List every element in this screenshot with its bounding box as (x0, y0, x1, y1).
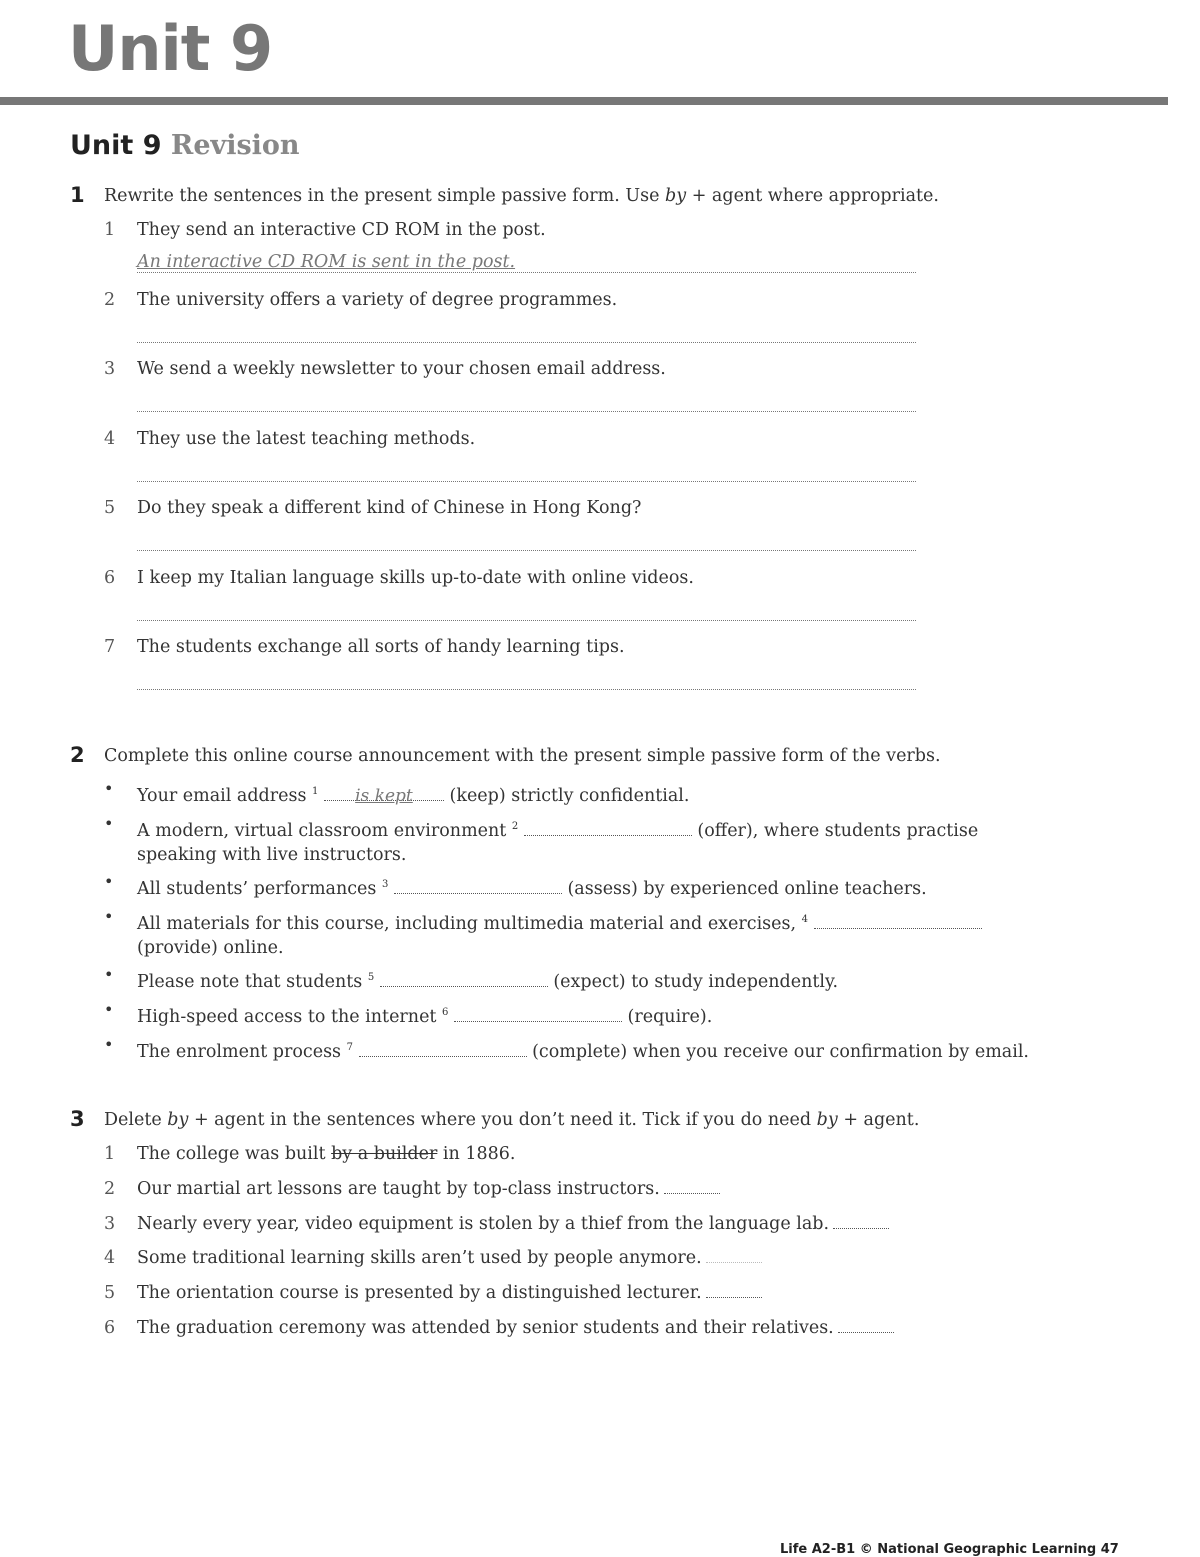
section-title (70, 130, 300, 161)
sentence-text: Our martial art lessons are taught by top-class instructors. (137, 1178, 660, 1199)
answer-line[interactable] (137, 252, 916, 273)
text-before-gap: Your email address (137, 785, 312, 806)
exercise-instruction: Complete this online course announcement with the present simple passive form of the verbs. (104, 746, 941, 766)
bullet-icon: • (104, 1035, 114, 1054)
sentence-text: The graduation ceremony was attended by senior students and their relatives. (137, 1318, 834, 1338)
item-sentence: They send an interactive CD ROM in the post. (137, 220, 546, 240)
answer-line[interactable] (137, 461, 916, 482)
tick-box[interactable] (706, 1283, 762, 1298)
text-before-gap: A modern, virtual classroom environment (137, 820, 512, 841)
sentence-text: Some traditional learning skills aren’t used by people anymore. (137, 1248, 702, 1269)
section-unit-label: Unit 9 (70, 130, 162, 161)
gap-blank[interactable] (380, 970, 548, 987)
bullet-icon: • (104, 872, 114, 891)
gap-number: 1 (312, 786, 319, 797)
item-sentence (137, 1283, 762, 1303)
page-footer: Life A2-B1 © National Geographic Learning 47 (780, 1542, 1119, 1557)
item-number: 2 (104, 1178, 116, 1199)
answer-text: An interactive CD ROM is sent in the post. (137, 252, 516, 272)
announcement-text (137, 1036, 1057, 1064)
text-before-gap: Please note that students (137, 971, 368, 992)
item-sentence: We send a weekly newsletter to your chosen email address. (137, 359, 666, 379)
sentence-text-end: in 1886. (437, 1144, 516, 1164)
text-after-gap: (require). (621, 1006, 713, 1027)
announcement-text (137, 873, 1057, 901)
answer-line[interactable] (137, 391, 916, 412)
item-number: 4 (104, 428, 116, 449)
item-number: 4 (104, 1248, 116, 1269)
deleted-agent: by a builder (331, 1144, 438, 1164)
gap-blank[interactable] (394, 877, 562, 894)
item-sentence (137, 1248, 762, 1268)
announcement-text (137, 966, 1057, 994)
gap-number: 2 (511, 821, 519, 832)
announcement-text (137, 815, 1057, 867)
item-number: 6 (104, 1318, 116, 1338)
item-number: 1 (104, 220, 116, 240)
text-after-gap: (keep) strictly confidential. (443, 785, 690, 806)
sentence-text: The orientation course is presented by a distinguished lecturer. (137, 1283, 702, 1304)
item-sentence (137, 1144, 515, 1164)
announcement-text (137, 780, 1057, 808)
item-number: 3 (104, 1213, 116, 1234)
tick-box[interactable] (706, 1248, 762, 1263)
gap-blank[interactable] (454, 1005, 622, 1022)
text-after-gap: (assess) by experienced online teachers. (561, 878, 927, 899)
gap-blank[interactable] (814, 912, 982, 929)
bullet-icon: • (104, 779, 114, 798)
bullet-icon: • (104, 1000, 114, 1019)
item-sentence (137, 1318, 894, 1338)
exercise-number: 3 (70, 1107, 85, 1131)
gap-blank[interactable] (524, 819, 692, 836)
exercise-number: 2 (70, 743, 85, 767)
exercise-instruction: Delete by + agent in the sentences where you don’t need it. Tick if you do need by + agent. (104, 1110, 920, 1130)
answer-line[interactable] (137, 669, 916, 690)
text-after-gap: (expect) to study independently. (547, 971, 839, 992)
gap-number: 3 (381, 879, 389, 890)
item-sentence: The university offers a variety of degree programmes. (137, 289, 618, 310)
bullet-icon: • (104, 965, 114, 984)
gap-number: 4 (801, 914, 808, 925)
item-number: 7 (104, 637, 116, 657)
sentence-text: The college was built (137, 1144, 332, 1164)
text-before-gap: All materials for this course, including multimedia material and exercises, (137, 913, 802, 934)
gap-blank[interactable] (324, 784, 444, 806)
header-rule (0, 97, 1168, 105)
item-sentence (137, 1179, 720, 1199)
item-number: 5 (104, 498, 116, 518)
item-sentence: They use the latest teaching methods. (137, 428, 476, 449)
tick-box[interactable] (833, 1214, 889, 1229)
text-after-gap: (provide) online. (137, 937, 284, 958)
bullet-icon: • (104, 907, 114, 926)
unit-title: Unit 9 (68, 12, 273, 85)
item-number: 1 (104, 1144, 116, 1164)
text-after-gap: (offer), where students practise speaking with live instructors. (137, 820, 979, 865)
answer-line[interactable] (137, 600, 916, 621)
sentence-text: Nearly every year, video equipment is stolen by a thief from the language lab. (137, 1213, 830, 1234)
tick-box[interactable] (664, 1179, 720, 1194)
gap-answer: is kept (355, 785, 413, 806)
text-before-gap: High-speed access to the internet (137, 1006, 443, 1027)
bullet-icon: • (104, 814, 114, 833)
item-number: 2 (104, 289, 116, 310)
announcement-text (137, 1001, 1057, 1029)
text-before-gap: All students’ performances (137, 878, 382, 899)
answer-line[interactable] (137, 322, 916, 343)
exercise-instruction: Rewrite the sentences in the present simple passive form. Use by + agent where appropriate. (104, 186, 939, 206)
item-number: 5 (104, 1283, 116, 1304)
gap-number: 6 (442, 1007, 449, 1018)
item-number: 3 (104, 359, 116, 379)
gap-number: 7 (346, 1042, 353, 1053)
tick-box[interactable] (838, 1318, 894, 1333)
gap-number: 5 (367, 972, 375, 983)
item-sentence (137, 1214, 889, 1234)
item-sentence: Do they speak a different kind of Chinese in Hong Kong? (137, 498, 642, 518)
answer-line[interactable] (137, 530, 916, 551)
item-sentence: The students exchange all sorts of handy learning tips. (137, 637, 625, 657)
exercise-number: 1 (70, 183, 85, 207)
announcement-text (137, 908, 1057, 960)
item-sentence: I keep my Italian language skills up-to-date with online videos. (137, 567, 694, 588)
item-number: 6 (104, 567, 116, 588)
gap-blank[interactable] (359, 1040, 527, 1057)
section-revision-label: Revision (170, 130, 300, 161)
text-before-gap: The enrolment process (137, 1041, 347, 1062)
text-after-gap: (complete) when you receive our confirmation by email. (526, 1041, 1029, 1062)
